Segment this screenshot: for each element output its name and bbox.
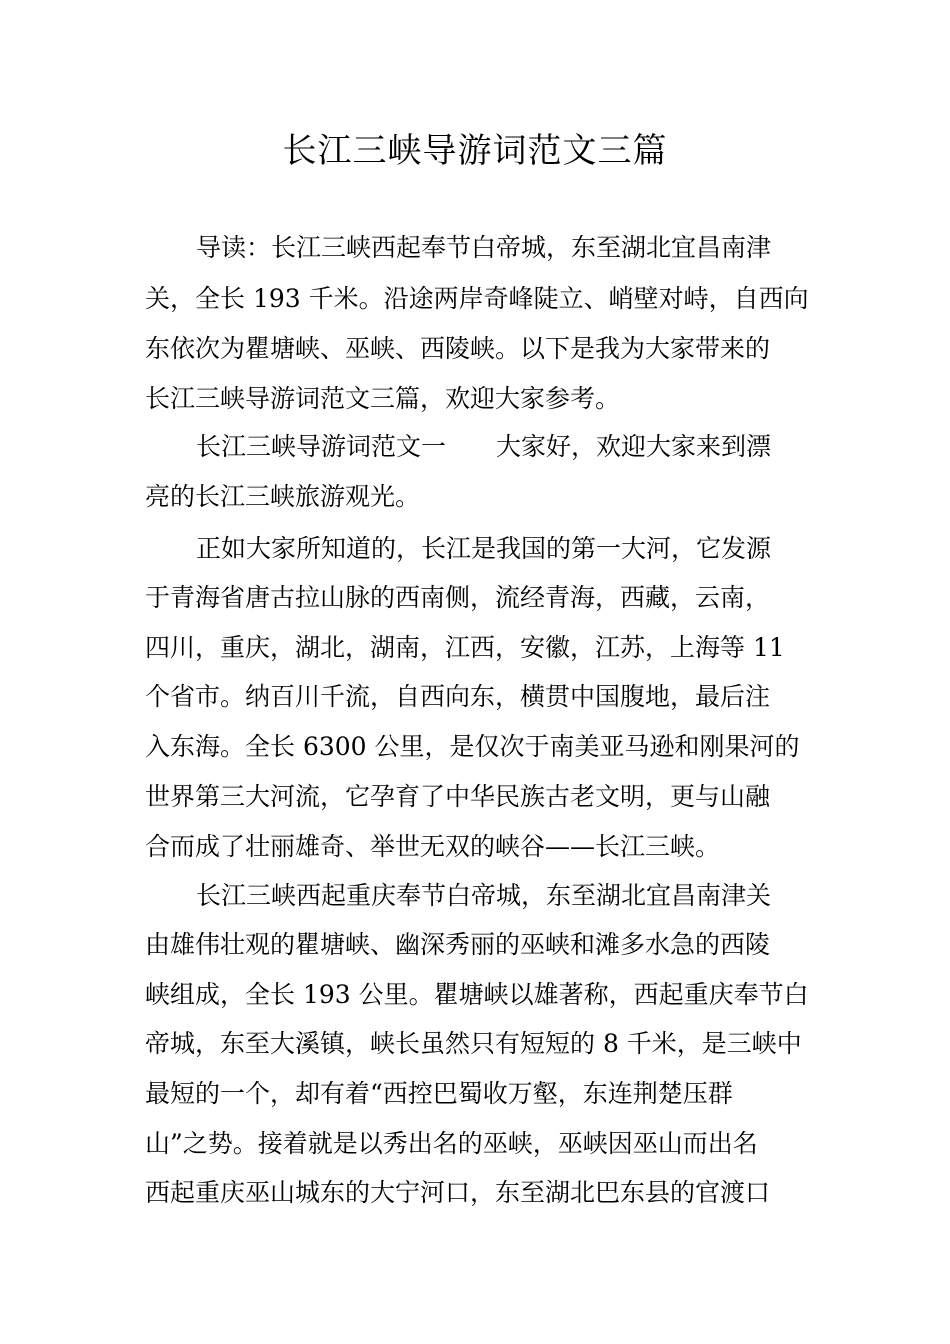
- paragraph-line: 东依次为瞿塘峡、巫峡、西陵峡。以下是我为大家带来的: [145, 334, 771, 363]
- paragraph-line: 峡组成，全长 193 公里。瞿塘峡以雄著称，西起重庆奉节白: [145, 980, 809, 1009]
- paragraph-line: 关，全长 193 千米。沿途两岸奇峰陡立、峭壁对峙，自西向: [145, 284, 809, 313]
- paragraph-line: 于青海省唐古拉山脉的西南侧，流经青海，西藏，云南，: [145, 583, 771, 612]
- paragraph-line: 由雄伟壮观的瞿塘峡、幽深秀丽的巫峡和滩多水急的西陵: [145, 930, 771, 959]
- paragraph-line: 山”之势。接着就是以秀出名的巫峡，巫峡因巫山而出名: [145, 1129, 758, 1158]
- paragraph-line: 世界第三大河流，它孕育了中华民族古老文明，更与山融: [145, 782, 771, 811]
- paragraph-line: 四川，重庆，湖北，湖南，江西，安徽，江苏，上海等 11: [145, 633, 785, 662]
- paragraph-line: 导读：长江三峡西起奉节白帝城，东至湖北宜昌南津: [196, 233, 772, 262]
- paragraph-line: 最短的一个，却有着“西控巴蜀收万壑，东连荆楚压群: [145, 1079, 733, 1108]
- paragraph-line: 入东海。全长 6300 公里，是仅次于南美亚马逊和刚果河的: [145, 732, 800, 761]
- paragraph-line: 亮的长江三峡旅游观光。: [145, 482, 421, 511]
- paragraph-line: 长江三峡西起重庆奉节白帝城，东至湖北宜昌南津关: [196, 881, 772, 910]
- paragraph-line: 长江三峡导游词范文三篇，欢迎大家参考。: [145, 384, 621, 413]
- paragraph-line: 正如大家所知道的，长江是我国的第一大河，它发源: [196, 534, 772, 563]
- paragraph-line: 长江三峡导游词范文一 大家好，欢迎大家来到漂: [196, 432, 772, 461]
- paragraph-line: 西起重庆巫山城东的大宁河口，东至湖北巴东县的官渡口: [145, 1178, 771, 1207]
- document-title: 长江三峡导游词范文三篇: [282, 131, 668, 171]
- paragraph-line: 合而成了壮丽雄奇、举世无双的峡谷——长江三峡。: [145, 832, 721, 861]
- paragraph-line: 个省市。纳百川千流，自西向东，横贯中国腹地，最后注: [145, 682, 771, 711]
- paragraph-line: 帝城，东至大溪镇，峡长虽然只有短短的 8 千米，是三峡中: [145, 1029, 802, 1058]
